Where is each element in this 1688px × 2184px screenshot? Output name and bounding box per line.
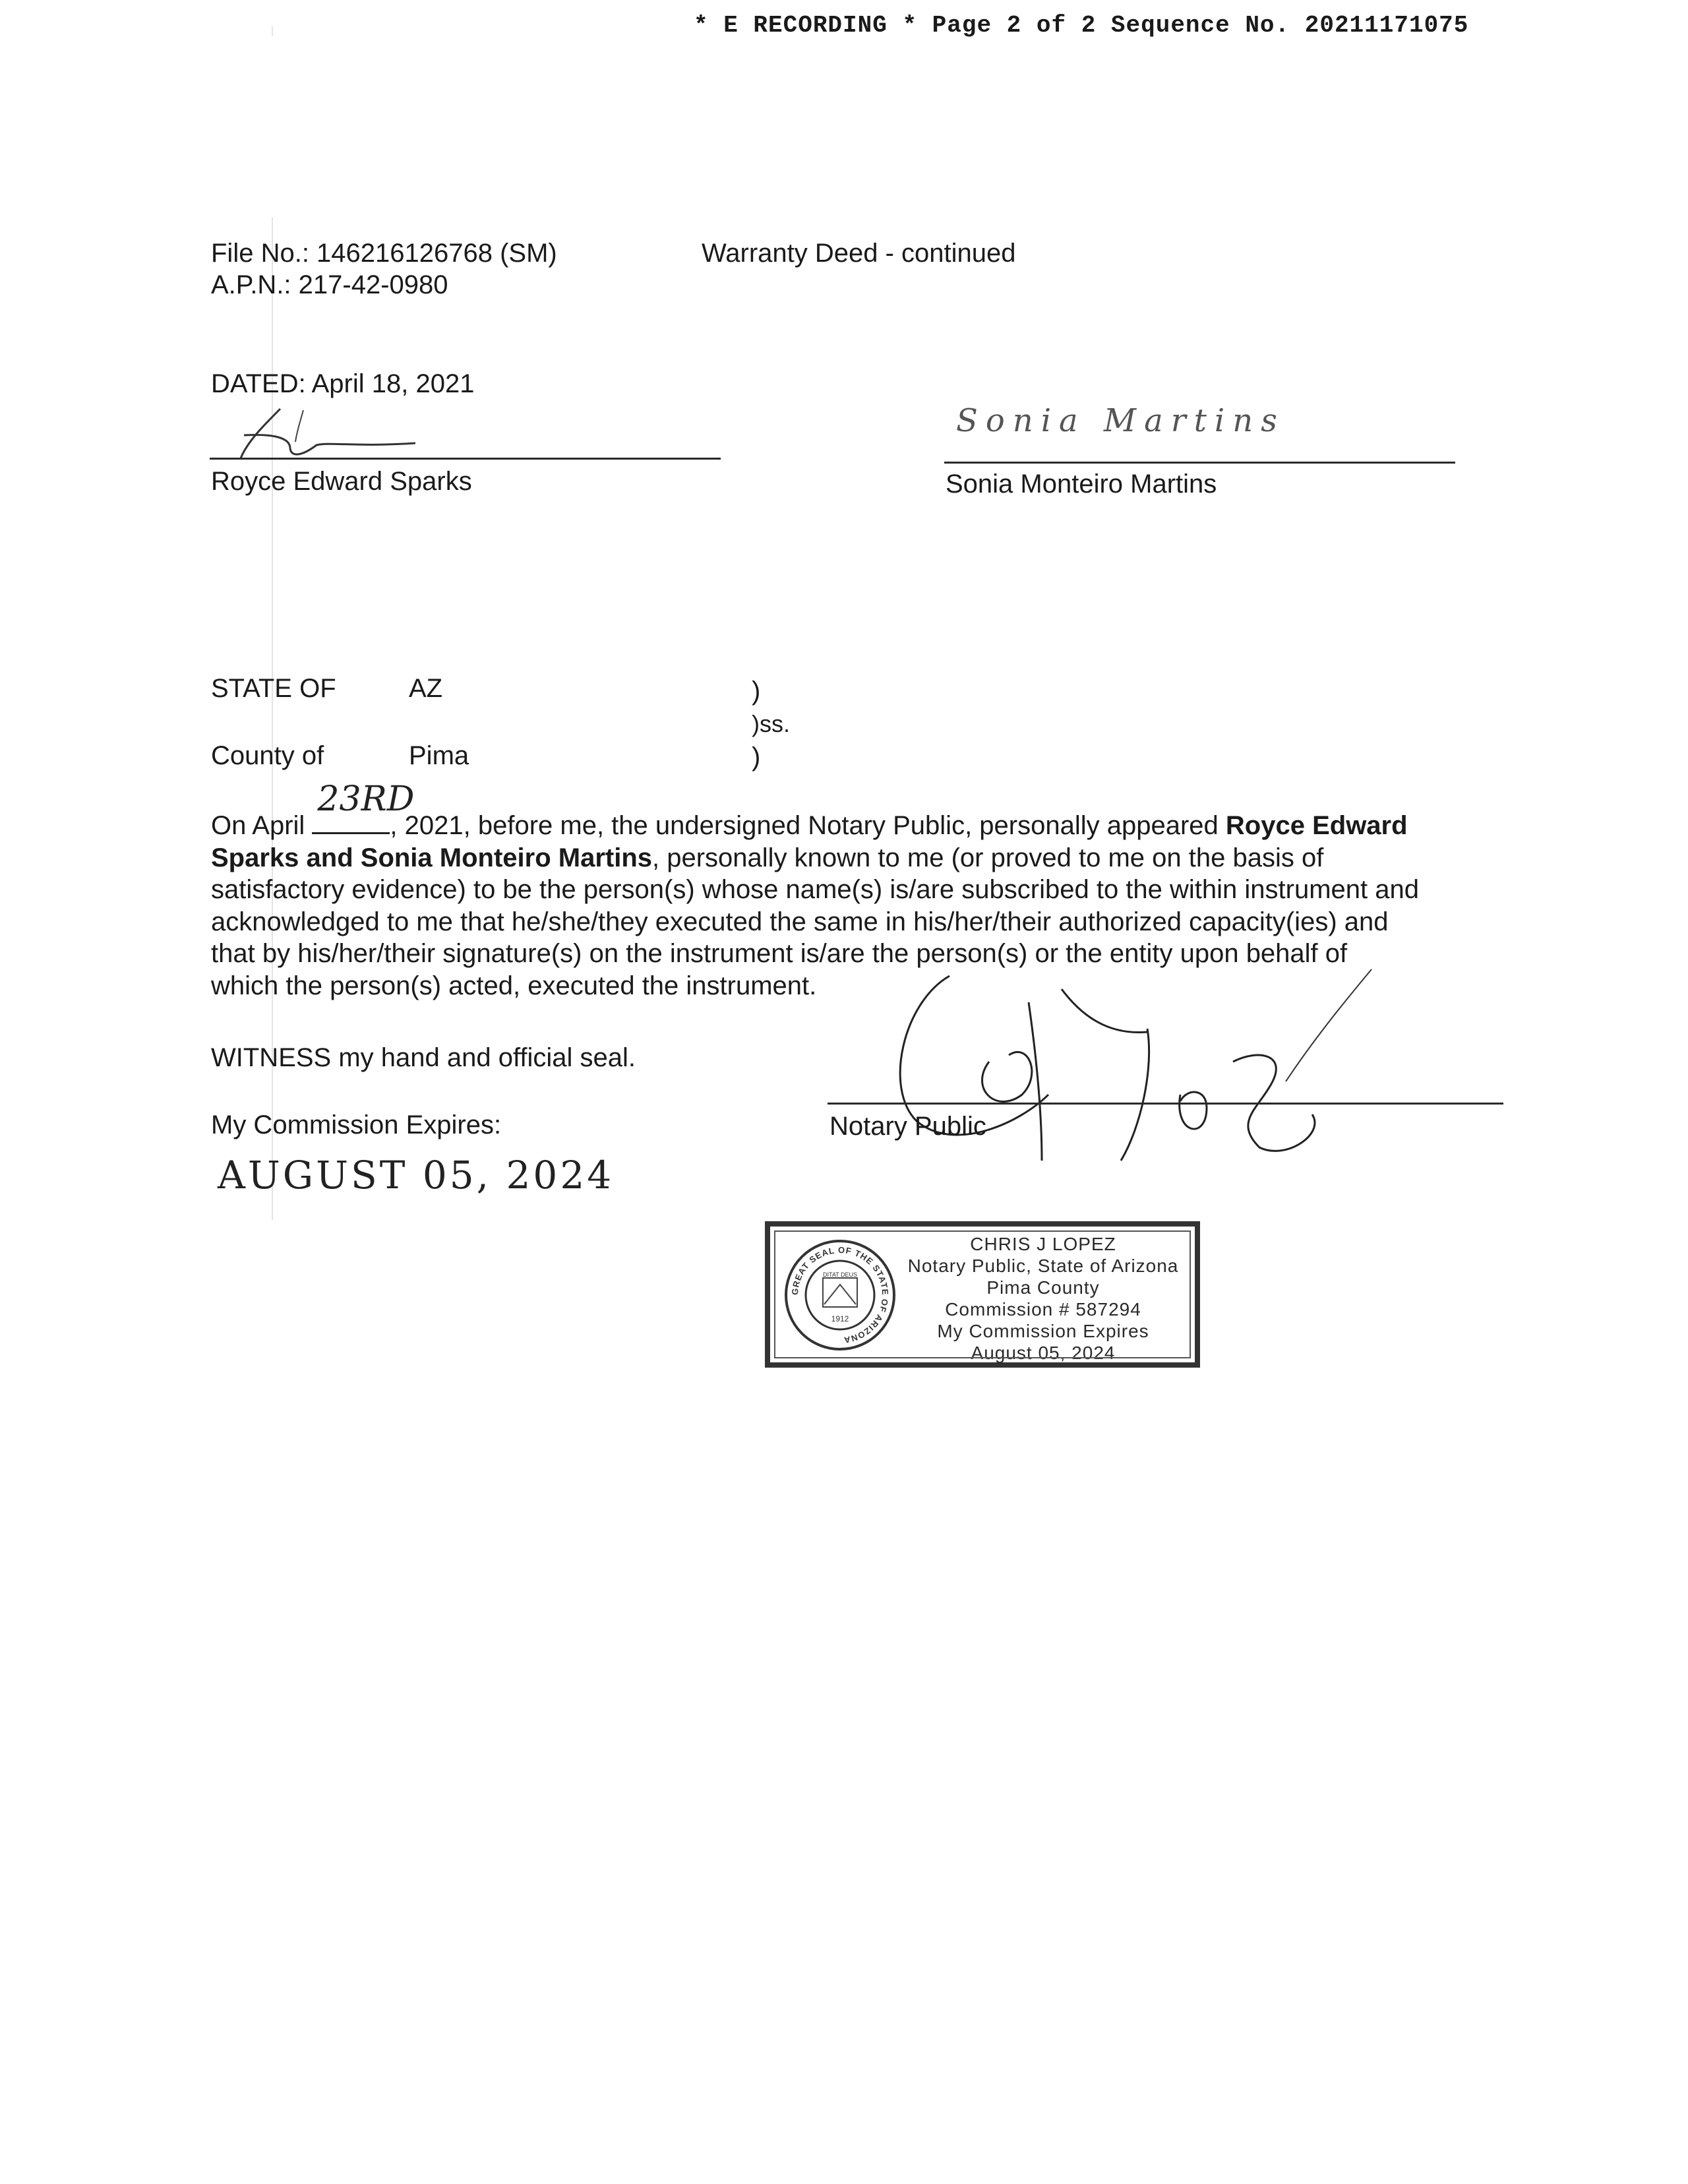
venue-paren-top: ) — [752, 677, 761, 706]
venue-paren-bottom: ) — [752, 743, 761, 772]
notary-seal-stamp — [765, 1221, 1200, 1368]
county-label: County of — [211, 741, 324, 770]
ack-names-b: Sparks and Sonia Monteiro Martins — [211, 843, 653, 872]
state-value: AZ — [409, 674, 443, 703]
ack-line2: , personally known to me (or proved to me on the basis of — [652, 843, 1324, 872]
seal-commission-number: Commission # 587294 — [945, 1299, 1141, 1320]
signature-line-left — [210, 458, 721, 460]
file-number: File No.: 146216126768 (SM) — [211, 239, 557, 268]
county-value: Pima — [409, 741, 469, 770]
ack-line6: which the person(s) acted, executed the instrument. — [211, 971, 817, 1000]
seal-emblem-ring-text: GREAT SEAL OF THE STATE OF ARIZONA — [789, 1244, 891, 1345]
ack-names-a: Royce Edward — [1225, 811, 1408, 840]
ack-line3: satisfactory evidence) to be the person(s) whose name(s) is/are subscribed to the within instrument and — [211, 875, 1419, 904]
ack-lead: On April — [211, 811, 305, 840]
signer-name-right: Sonia Monteiro Martins — [946, 470, 1217, 499]
ack-line4: acknowledged to me that he/she/they executed the same in his/her/their authorized capacity(ies) and — [211, 907, 1389, 936]
signature-line-notary — [828, 1103, 1503, 1105]
signature-sonia-martins: Sonia Martins — [956, 402, 1285, 439]
signature-line-right — [944, 462, 1455, 464]
document-title: Warranty Deed - continued — [702, 239, 1016, 268]
handwritten-day: 23RD — [317, 779, 415, 819]
state-label: STATE OF — [211, 674, 336, 703]
day-blank — [312, 779, 415, 834]
signature-notary — [864, 963, 1391, 1174]
svg-text:GREAT SEAL OF THE STATE OF ARI — [790, 1245, 890, 1345]
seal-text-block — [895, 1233, 1191, 1364]
seal-expires-label: My Commission Expires — [937, 1321, 1149, 1341]
handwritten-expiry: AUGUST 05, 2024 — [218, 1153, 615, 1198]
signer-name-left: Royce Edward Sparks — [211, 467, 472, 496]
seal-county: Pima County — [986, 1277, 1100, 1298]
ack-line1: , 2021, before me, the undersigned Notary Public, personally appeared — [390, 811, 1219, 840]
arizona-seal-emblem — [783, 1238, 897, 1352]
witness-line: WITNESS my hand and official seal. — [211, 1043, 636, 1072]
seal-emblem-year: 1912 — [831, 1314, 849, 1323]
seal-notary-name: CHRIS J LOPEZ — [970, 1234, 1116, 1254]
notary-public-label: Notary Public — [829, 1112, 986, 1141]
venue-ss: )ss. — [752, 710, 790, 737]
scan-mark — [272, 26, 273, 36]
seal-notary-title: Notary Public, State of Arizona — [907, 1256, 1179, 1276]
ack-line5: that by his/her/their signature(s) on the instrument is/are the person(s) or the entity upon behalf of — [211, 939, 1348, 968]
dated-line: DATED: April 18, 2021 — [211, 369, 475, 398]
commission-label: My Commission Expires: — [211, 1110, 502, 1139]
seal-emblem-motto: DITAT DEUS — [822, 1271, 858, 1278]
seal-expires-date: August 05, 2024 — [971, 1343, 1116, 1363]
recording-header: * E RECORDING * Page 2 of 2 Sequence No. 20211171075 — [694, 12, 1469, 39]
apn-number: A.P.N.: 217-42-0980 — [211, 270, 448, 299]
